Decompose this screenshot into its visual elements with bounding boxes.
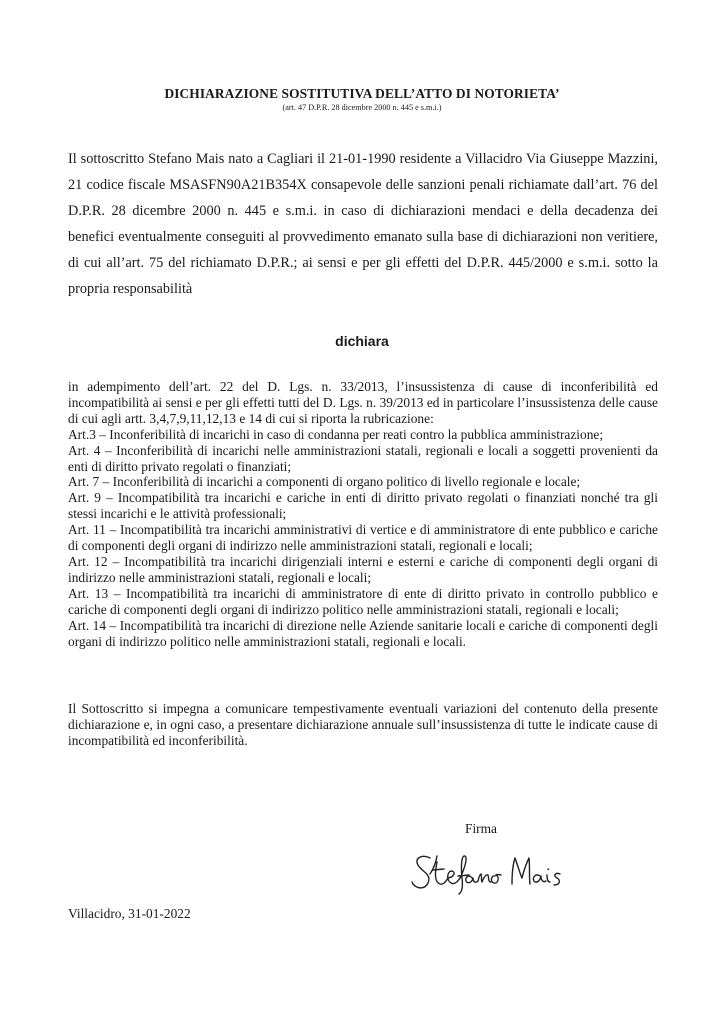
declares-heading: dichiara <box>335 333 389 349</box>
document-subtitle: (art. 47 D.P.R. 28 dicembre 2000 n. 445 e s.m.i.) <box>282 103 442 112</box>
article-item: Art. 9 – Incompatibilità tra incarichi e cariche in enti di diritto privato regolati o finanziati nonché tra gli stessi incarichi e le attività professionali; <box>68 490 658 522</box>
article-item: Art. 12 – Incompatibilità tra incarichi dirigenziali interni e esterni e cariche di componenti degli organi di indirizzo nelle amministrazioni statali, regionali e locali; <box>68 553 658 585</box>
article-item: Art. 14 – Incompatibilità tra incarichi di direzione nelle Aziende sanitarie locali e cariche di componenti degli organi di indirizzo politico nelle amministrazioni statali, regionali e locali. <box>68 617 658 649</box>
declaration-body <box>68 379 658 649</box>
body-intro-paragraph: in adempimento dell’art. 22 del D. Lgs. n. 33/2013, l’insussistenza di cause di inconferibilità ed incompatibilità ai sensi e per gli effetti tutti del D. Lgs. n. 39/2013 ed in particolare l’insussistenza delle cause di cui agli artt. 3,4,7,9,11,12,13 e 14 di cui si riporta la rubricazione: <box>68 379 658 426</box>
place-and-date: Villacidro, 31-01-2022 <box>68 906 191 921</box>
signature-label: Firma <box>465 821 497 836</box>
intro-paragraph: Il sottoscritto Stefano Mais nato a Cagliari il 21-01-1990 residente a Villacidro Via Giuseppe Mazzini, 21 codice fiscale MSASFN90A21B354X consapevole delle sanzioni penali richiamate dall’art. 76 del D.P.R. 28 dicembre 2000 n. 445 e s.m.i. in caso di dichiarazioni mendaci e della decadenza dei benefici eventualmente conseguiti al provvedimento emanato sulla base di dichiarazioni non veritiere, di cui all’art. 75 del richiamato D.P.R.; ai sensi e per gli effetti del D.P.R. 445/2000 e s.m.i. sotto la propria responsabilità <box>68 151 658 297</box>
article-item: Art. 11 – Incompatibilità tra incarichi amministrativi di vertice e di amministratore di ente pubblico e cariche di componenti degli organi di indirizzo nelle amministrazioni statali, regionali e locali; <box>68 522 658 554</box>
article-item: Art. 4 – Inconferibilità di incarichi nelle amministrazioni statali, regionali e locali a soggetti provenienti da enti di diritto privato regolati o finanziati; <box>68 442 658 474</box>
article-item: Art. 7 – Inconferibilità di incarichi a componenti di organo politico di livello regionale e locale; <box>68 474 581 490</box>
document-title: DICHIARAZIONE SOSTITUTIVA DELL’ATTO DI NOTORIETA’ <box>164 86 560 101</box>
closing-paragraph: Il Sottoscritto si impegna a comunicare tempestivamente eventuali variazioni del contenuto della presente dichiarazione e, in ogni caso, a presentare dichiarazione annuale sull’insussistenza di tutte le indicate cause di incompatibilità ed inconferibilità. <box>68 701 658 748</box>
article-item: Art.3 – Inconferibilità di incarichi in caso di condanna per reati contro la pubblica amministrazione; <box>68 426 604 442</box>
handwritten-signature <box>408 848 570 896</box>
article-item: Art. 13 – Incompatibilità tra incarichi di amministratore di ente di diritto privato in controllo pubblico e cariche di componenti degli organi di indirizzo politico nelle amministrazioni statali, regionali e locali; <box>68 585 658 617</box>
